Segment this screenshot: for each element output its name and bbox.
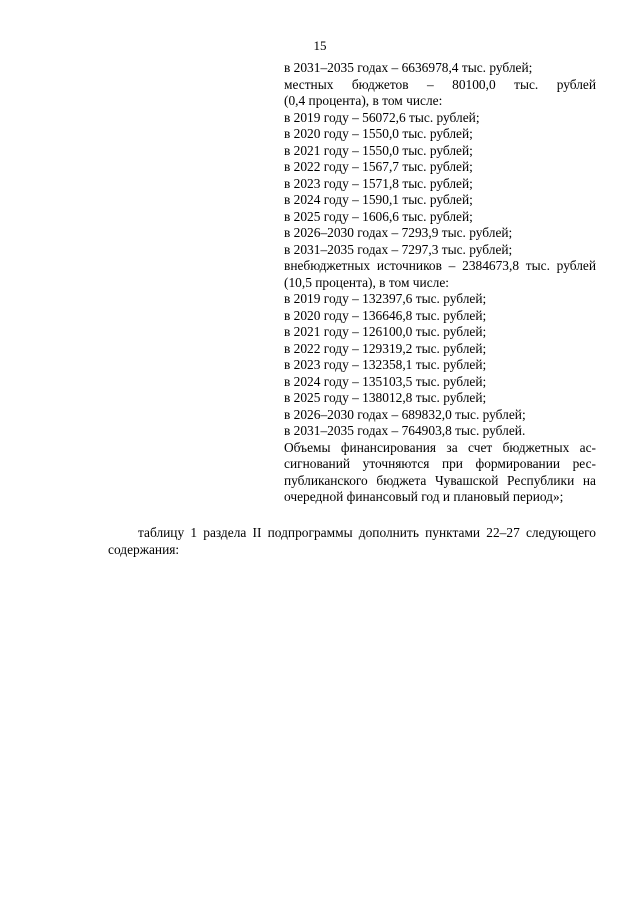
text-line: в 2022 году – 1567,7 тыс. рублей; (284, 159, 473, 174)
text-line: таблицу 1 раздела II подпрограммы дополнить пунктами 22–27 следующего (138, 525, 596, 540)
page-number: 15 (313, 38, 327, 53)
text-line: в 2025 году – 1606,6 тыс. рублей; (284, 208, 473, 224)
text-line: в 2022 году – 129319,2 тыс. рублей; (284, 340, 487, 356)
text-line: (10,5 процента), в том числе: (284, 274, 449, 290)
text-line: в 2031–2035 годах – 7297,3 тыс. рублей; (284, 241, 513, 257)
text-line: в 2019 году – 56072,6 тыс. рублей; (284, 109, 480, 125)
text-line: в 2025 году – 138012,8 тыс. рублей; (284, 390, 487, 405)
financing-sources-block (284, 60, 596, 506)
text-line: в 2023 году – 132358,1 тыс. рублей; (284, 357, 487, 372)
text-line: содержания: (108, 542, 180, 557)
amendment-paragraph (108, 524, 596, 558)
text-line: в 2031–2035 годах – 764903,8 тыс. рублей. (284, 423, 526, 438)
text-line: в 2020 году – 136646,8 тыс. рублей; (284, 307, 487, 323)
text-line: в 2021 году – 126100,0 тыс. рублей; (284, 324, 487, 339)
text-line: в 2026–2030 годах – 7293,9 тыс. рублей; (284, 225, 513, 240)
text-line: в 2020 году – 1550,0 тыс. рублей; (284, 126, 473, 141)
text-line: внебюджетных источников – 2384673,8 тыс. рублей (284, 258, 596, 273)
text-line: в 2019 году – 132397,6 тыс. рублей; (284, 291, 487, 306)
text-line: в 2026–2030 годах – 689832,0 тыс. рублей; (284, 406, 526, 422)
text-line: в 2021 году – 1550,0 тыс. рублей; (284, 142, 473, 158)
text-line: публиканского бюджета Чувашской Республики на (284, 472, 596, 488)
text-line: в 2023 году – 1571,8 тыс. рублей; (284, 175, 473, 191)
text-line: местных бюджетов – 80100,0 тыс. рублей (284, 76, 596, 92)
text-line: сигнований уточняются при формировании рес- (284, 456, 596, 471)
text-line: очередной финансовый год и плановый период»; (284, 489, 564, 504)
text-line: Объемы финансирования за счет бюджетных ас- (284, 439, 596, 455)
text-line: в 2031–2035 годах – 6636978,4 тыс. рублей; (284, 60, 533, 75)
text-line: в 2024 году – 135103,5 тыс. рублей; (284, 373, 487, 389)
text-line: (0,4 процента), в том числе: (284, 93, 443, 108)
text-line: в 2024 году – 1590,1 тыс. рублей; (284, 192, 473, 207)
